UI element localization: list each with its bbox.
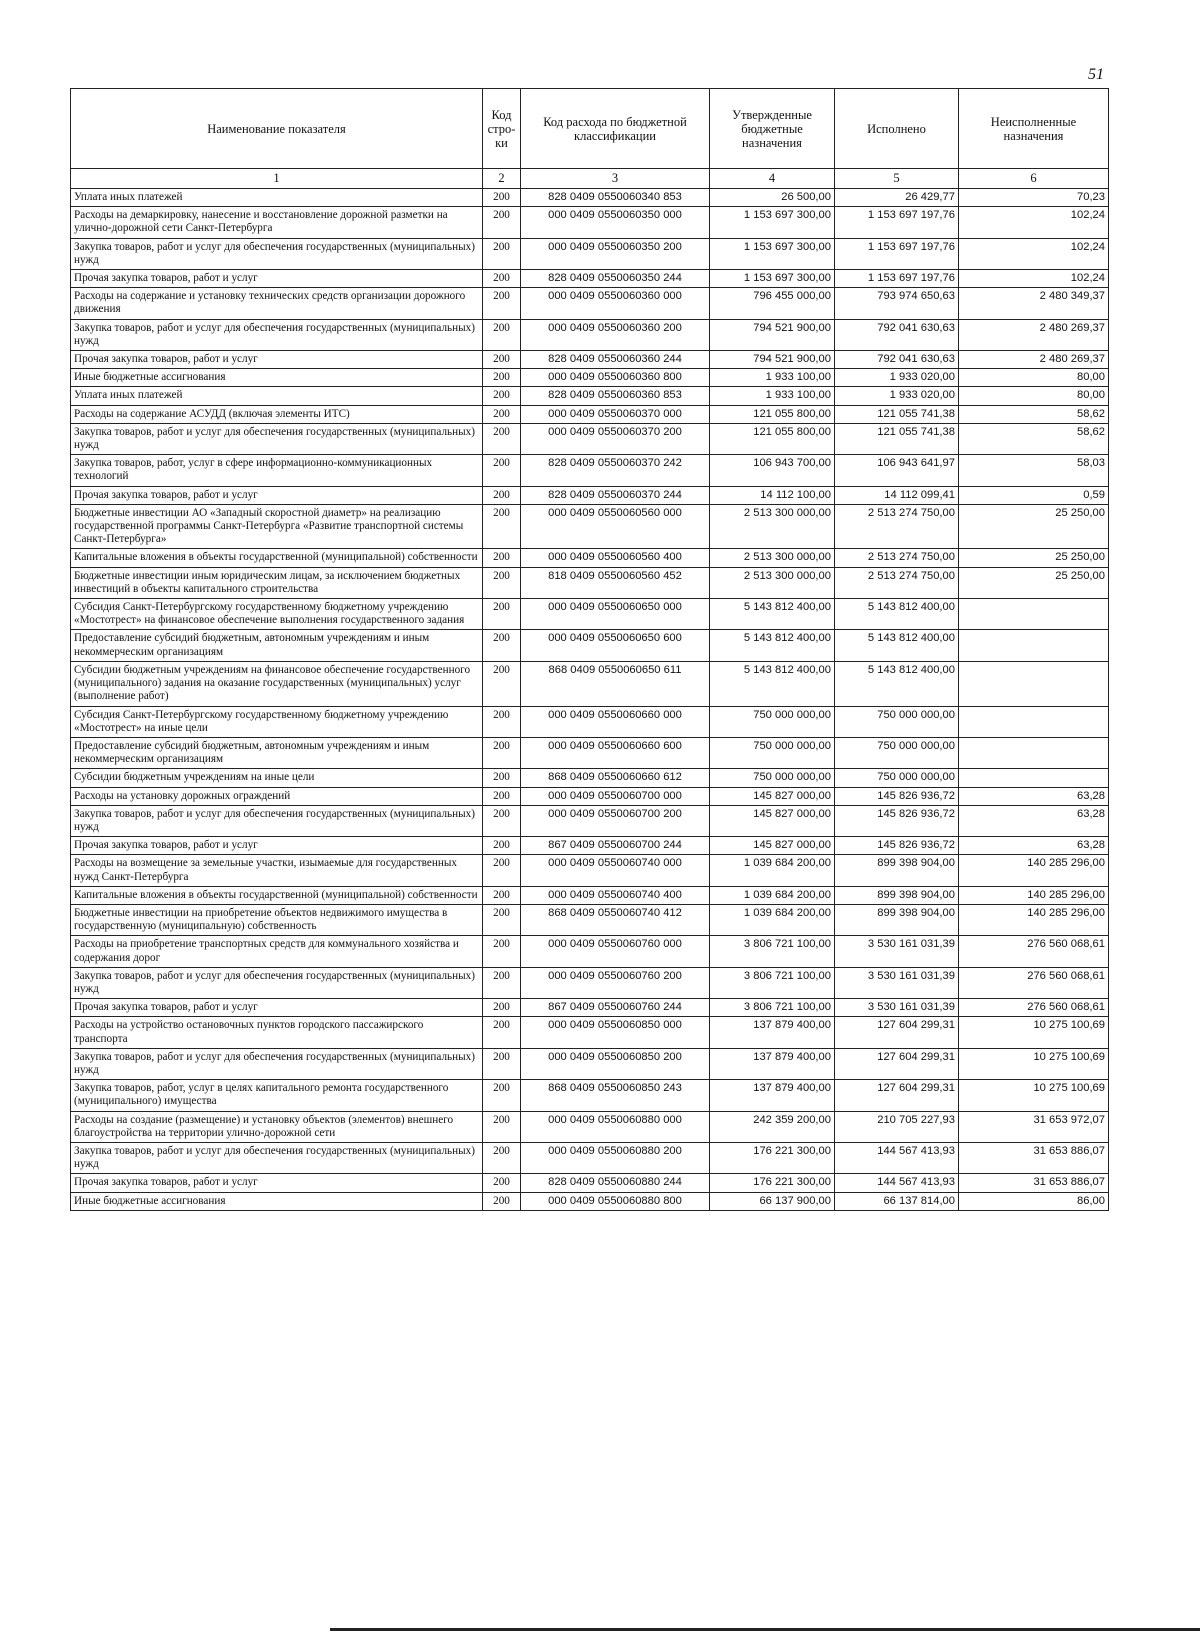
row-executed-cell: 899 398 904,00	[835, 855, 959, 886]
row-class-code-cell: 000 0409 0550060350 200	[521, 238, 710, 269]
table-row	[71, 1192, 1109, 1210]
row-approved-cell: 145 827 000,00	[710, 787, 835, 805]
row-class-code-cell: 000 0409 0550060850 000	[521, 1017, 710, 1048]
table-row	[71, 936, 1109, 967]
row-name-cell: Капитальные вложения в объекты государственной (муниципальной) собственности	[71, 886, 483, 904]
row-unexecuted-cell: 63,28	[959, 837, 1109, 855]
row-unexecuted-cell: 276 560 068,61	[959, 967, 1109, 998]
table-row	[71, 967, 1109, 998]
row-unexecuted-cell: 2 480 349,37	[959, 288, 1109, 319]
table-row	[71, 855, 1109, 886]
row-executed-cell: 792 041 630,63	[835, 319, 959, 350]
row-code-cell: 200	[483, 1192, 521, 1210]
row-unexecuted-cell: 58,62	[959, 405, 1109, 423]
row-approved-cell: 2 513 300 000,00	[710, 567, 835, 598]
row-unexecuted-cell: 86,00	[959, 1192, 1109, 1210]
row-approved-cell: 137 879 400,00	[710, 1080, 835, 1111]
row-approved-cell: 106 943 700,00	[710, 455, 835, 486]
row-code-cell: 200	[483, 319, 521, 350]
row-name-cell: Закупка товаров, работ и услуг для обеспечения государственных (муниципальных) нужд	[71, 805, 483, 836]
row-code-cell: 200	[483, 1017, 521, 1048]
row-code-cell: 200	[483, 567, 521, 598]
row-class-code-cell: 000 0409 0550060360 200	[521, 319, 710, 350]
row-executed-cell: 2 513 274 750,00	[835, 504, 959, 549]
row-code-cell: 200	[483, 369, 521, 387]
row-unexecuted-cell: 10 275 100,69	[959, 1048, 1109, 1079]
row-executed-cell: 127 604 299,31	[835, 1080, 959, 1111]
column-number-row	[71, 169, 1109, 189]
row-name-cell: Иные бюджетные ассигнования	[71, 369, 483, 387]
row-executed-cell: 127 604 299,31	[835, 1048, 959, 1079]
table-row	[71, 706, 1109, 737]
row-class-code-cell: 000 0409 0550060360 000	[521, 288, 710, 319]
row-approved-cell: 137 879 400,00	[710, 1017, 835, 1048]
header-class-code: Код расхода по бюджетной классификации	[521, 89, 710, 169]
bottom-rule	[330, 1628, 1200, 1631]
row-unexecuted-cell	[959, 661, 1109, 706]
header-unexecuted: Неисполненные назначения	[959, 89, 1109, 169]
row-code-cell: 200	[483, 904, 521, 935]
row-approved-cell: 2 513 300 000,00	[710, 504, 835, 549]
row-class-code-cell: 000 0409 0550060760 200	[521, 967, 710, 998]
row-approved-cell: 1 933 100,00	[710, 369, 835, 387]
row-executed-cell: 106 943 641,97	[835, 455, 959, 486]
table-row	[71, 1111, 1109, 1142]
row-executed-cell: 1 153 697 197,76	[835, 238, 959, 269]
row-approved-cell: 121 055 800,00	[710, 405, 835, 423]
row-class-code-cell: 828 0409 0550060370 242	[521, 455, 710, 486]
row-approved-cell: 794 521 900,00	[710, 319, 835, 350]
row-executed-cell: 5 143 812 400,00	[835, 599, 959, 630]
row-unexecuted-cell: 63,28	[959, 805, 1109, 836]
row-class-code-cell: 828 0409 0550060360 244	[521, 351, 710, 369]
row-executed-cell: 3 530 161 031,39	[835, 999, 959, 1017]
row-name-cell: Бюджетные инвестиции на приобретение объектов недвижимого имущества в государственную (муниципальную) собственность	[71, 904, 483, 935]
row-code-cell: 200	[483, 737, 521, 768]
row-unexecuted-cell	[959, 630, 1109, 661]
row-unexecuted-cell: 276 560 068,61	[959, 936, 1109, 967]
row-executed-cell: 899 398 904,00	[835, 904, 959, 935]
row-unexecuted-cell: 80,00	[959, 387, 1109, 405]
header-row	[71, 89, 1109, 169]
table-row	[71, 886, 1109, 904]
row-class-code-cell: 828 0409 0550060340 853	[521, 189, 710, 207]
row-class-code-cell: 000 0409 0550060880 200	[521, 1142, 710, 1173]
row-unexecuted-cell: 2 480 269,37	[959, 319, 1109, 350]
row-executed-cell: 144 567 413,93	[835, 1174, 959, 1192]
row-approved-cell: 14 112 100,00	[710, 486, 835, 504]
row-executed-cell: 14 112 099,41	[835, 486, 959, 504]
row-name-cell: Прочая закупка товаров, работ и услуг	[71, 837, 483, 855]
row-name-cell: Расходы на создание (размещение) и установку объектов (элементов) внешнего благоустройства на территории улично-дорожной сети	[71, 1111, 483, 1142]
row-class-code-cell: 868 0409 0550060740 412	[521, 904, 710, 935]
table-row	[71, 904, 1109, 935]
table-body	[71, 189, 1109, 1211]
row-name-cell: Иные бюджетные ассигнования	[71, 1192, 483, 1210]
row-approved-cell: 794 521 900,00	[710, 351, 835, 369]
row-class-code-cell: 000 0409 0550060370 000	[521, 405, 710, 423]
row-approved-cell: 3 806 721 100,00	[710, 999, 835, 1017]
row-code-cell: 200	[483, 706, 521, 737]
row-class-code-cell: 000 0409 0550060560 000	[521, 504, 710, 549]
row-executed-cell: 1 933 020,00	[835, 369, 959, 387]
row-name-cell: Бюджетные инвестиции АО «Западный скоростной диаметр» на реализацию государственной программы Санкт-Петербурга «Развитие транспортной системы Санкт-Петербурга»	[71, 504, 483, 549]
table-row	[71, 837, 1109, 855]
row-executed-cell: 145 826 936,72	[835, 787, 959, 805]
row-unexecuted-cell: 140 285 296,00	[959, 886, 1109, 904]
row-unexecuted-cell: 10 275 100,69	[959, 1017, 1109, 1048]
row-unexecuted-cell	[959, 769, 1109, 787]
row-name-cell: Закупка товаров, работ и услуг для обеспечения государственных (муниципальных) нужд	[71, 1048, 483, 1079]
row-unexecuted-cell: 25 250,00	[959, 504, 1109, 549]
row-name-cell: Закупка товаров, работ и услуг для обеспечения государственных (муниципальных) нужд	[71, 238, 483, 269]
row-approved-cell: 1 153 697 300,00	[710, 270, 835, 288]
row-code-cell: 200	[483, 1080, 521, 1111]
row-approved-cell: 750 000 000,00	[710, 737, 835, 768]
column-number: 3	[521, 169, 710, 189]
row-class-code-cell: 828 0409 0550060360 853	[521, 387, 710, 405]
row-executed-cell: 26 429,77	[835, 189, 959, 207]
row-class-code-cell: 000 0409 0550060650 600	[521, 630, 710, 661]
row-code-cell: 200	[483, 1142, 521, 1173]
row-executed-cell: 750 000 000,00	[835, 706, 959, 737]
row-name-cell: Субсидии бюджетным учреждениям на финансовое обеспечение государственного (муниципального) задания на оказание государственных (муниципальных) услуг (выполнение работ)	[71, 661, 483, 706]
row-executed-cell: 210 705 227,93	[835, 1111, 959, 1142]
row-code-cell: 200	[483, 486, 521, 504]
row-approved-cell: 137 879 400,00	[710, 1048, 835, 1079]
row-name-cell: Предоставление субсидий бюджетным, автономным учреждениям и иным некоммерческим организациям	[71, 737, 483, 768]
row-code-cell: 200	[483, 886, 521, 904]
row-executed-cell: 793 974 650,63	[835, 288, 959, 319]
row-name-cell: Расходы на установку дорожных ограждений	[71, 787, 483, 805]
row-class-code-cell: 000 0409 0550060700 000	[521, 787, 710, 805]
table-row	[71, 387, 1109, 405]
row-code-cell: 200	[483, 936, 521, 967]
row-approved-cell: 5 143 812 400,00	[710, 630, 835, 661]
row-code-cell: 200	[483, 805, 521, 836]
row-name-cell: Прочая закупка товаров, работ и услуг	[71, 270, 483, 288]
row-unexecuted-cell: 80,00	[959, 369, 1109, 387]
row-name-cell: Расходы на возмещение за земельные участки, изымаемые для государственных нужд Санкт-Петербурга	[71, 855, 483, 886]
row-unexecuted-cell	[959, 706, 1109, 737]
row-class-code-cell: 000 0409 0550060740 000	[521, 855, 710, 886]
table-row	[71, 270, 1109, 288]
row-name-cell: Прочая закупка товаров, работ и услуг	[71, 351, 483, 369]
row-unexecuted-cell	[959, 737, 1109, 768]
row-class-code-cell: 000 0409 0550060740 400	[521, 886, 710, 904]
budget-execution-table	[70, 88, 1109, 1211]
row-code-cell: 200	[483, 837, 521, 855]
table-row	[71, 999, 1109, 1017]
column-number: 5	[835, 169, 959, 189]
table-row	[71, 238, 1109, 269]
row-unexecuted-cell: 2 480 269,37	[959, 351, 1109, 369]
row-code-cell: 200	[483, 630, 521, 661]
header-executed: Исполнено	[835, 89, 959, 169]
row-name-cell: Закупка товаров, работ и услуг для обеспечения государственных (муниципальных) нужд	[71, 967, 483, 998]
page-number: 51	[1088, 66, 1104, 83]
row-unexecuted-cell: 140 285 296,00	[959, 904, 1109, 935]
row-approved-cell: 145 827 000,00	[710, 837, 835, 855]
row-name-cell: Закупка товаров, работ, услуг в целях капитального ремонта государственного (муниципального) имущества	[71, 1080, 483, 1111]
row-code-cell: 200	[483, 405, 521, 423]
row-code-cell: 200	[483, 1111, 521, 1142]
row-approved-cell: 242 359 200,00	[710, 1111, 835, 1142]
row-approved-cell: 26 500,00	[710, 189, 835, 207]
row-class-code-cell: 868 0409 0550060850 243	[521, 1080, 710, 1111]
row-code-cell: 200	[483, 967, 521, 998]
row-executed-cell: 750 000 000,00	[835, 769, 959, 787]
row-code-cell: 200	[483, 999, 521, 1017]
row-name-cell: Уплата иных платежей	[71, 387, 483, 405]
row-executed-cell: 121 055 741,38	[835, 405, 959, 423]
row-class-code-cell: 000 0409 0550060360 800	[521, 369, 710, 387]
row-name-cell: Расходы на устройство остановочных пунктов городского пассажирского транспорта	[71, 1017, 483, 1048]
row-executed-cell: 127 604 299,31	[835, 1017, 959, 1048]
row-code-cell: 200	[483, 189, 521, 207]
row-unexecuted-cell: 276 560 068,61	[959, 999, 1109, 1017]
row-code-cell: 200	[483, 661, 521, 706]
row-class-code-cell: 000 0409 0550060650 000	[521, 599, 710, 630]
row-approved-cell: 3 806 721 100,00	[710, 967, 835, 998]
row-class-code-cell: 000 0409 0550060880 000	[521, 1111, 710, 1142]
row-approved-cell: 750 000 000,00	[710, 769, 835, 787]
row-approved-cell: 121 055 800,00	[710, 423, 835, 454]
row-class-code-cell: 868 0409 0550060650 611	[521, 661, 710, 706]
row-class-code-cell: 000 0409 0550060560 400	[521, 549, 710, 567]
row-approved-cell: 1 039 684 200,00	[710, 904, 835, 935]
row-code-cell: 200	[483, 238, 521, 269]
column-number: 1	[71, 169, 483, 189]
row-class-code-cell: 000 0409 0550060700 200	[521, 805, 710, 836]
row-executed-cell: 792 041 630,63	[835, 351, 959, 369]
row-name-cell: Расходы на содержание и установку технических средств организации дорожного движения	[71, 288, 483, 319]
row-executed-cell: 1 153 697 197,76	[835, 270, 959, 288]
table-row	[71, 737, 1109, 768]
row-class-code-cell: 000 0409 0550060660 000	[521, 706, 710, 737]
row-code-cell: 200	[483, 288, 521, 319]
row-unexecuted-cell	[959, 599, 1109, 630]
row-name-cell: Капитальные вложения в объекты государственной (муниципальной) собственности	[71, 549, 483, 567]
row-class-code-cell: 868 0409 0550060660 612	[521, 769, 710, 787]
row-name-cell: Прочая закупка товаров, работ и услуг	[71, 1174, 483, 1192]
row-approved-cell: 176 221 300,00	[710, 1174, 835, 1192]
table-row	[71, 1048, 1109, 1079]
row-unexecuted-cell: 58,62	[959, 423, 1109, 454]
row-class-code-cell: 867 0409 0550060760 244	[521, 999, 710, 1017]
row-code-cell: 200	[483, 455, 521, 486]
row-unexecuted-cell: 31 653 886,07	[959, 1142, 1109, 1173]
table-row	[71, 769, 1109, 787]
table-row	[71, 630, 1109, 661]
row-name-cell: Прочая закупка товаров, работ и услуг	[71, 486, 483, 504]
row-code-cell: 200	[483, 1174, 521, 1192]
table-row	[71, 486, 1109, 504]
table-row	[71, 504, 1109, 549]
row-name-cell: Расходы на содержание АСУДД (включая элементы ИТС)	[71, 405, 483, 423]
row-code-cell: 200	[483, 207, 521, 238]
row-name-cell: Закупка товаров, работ и услуг для обеспечения государственных (муниципальных) нужд	[71, 1142, 483, 1173]
row-unexecuted-cell: 102,24	[959, 207, 1109, 238]
row-code-cell: 200	[483, 387, 521, 405]
row-name-cell: Закупка товаров, работ и услуг для обеспечения государственных (муниципальных) нужд	[71, 423, 483, 454]
header-row-code: Код стро- ки	[483, 89, 521, 169]
row-executed-cell: 144 567 413,93	[835, 1142, 959, 1173]
row-unexecuted-cell: 63,28	[959, 787, 1109, 805]
row-class-code-cell: 000 0409 0550060880 800	[521, 1192, 710, 1210]
row-executed-cell: 145 826 936,72	[835, 837, 959, 855]
row-name-cell: Расходы на демаркировку, нанесение и восстановление дорожной разметки на улично-дорожной сети Санкт-Петербурга	[71, 207, 483, 238]
table-row	[71, 319, 1109, 350]
row-unexecuted-cell: 58,03	[959, 455, 1109, 486]
table-row	[71, 1174, 1109, 1192]
table-row	[71, 787, 1109, 805]
row-executed-cell: 1 933 020,00	[835, 387, 959, 405]
row-code-cell: 200	[483, 423, 521, 454]
row-name-cell: Субсидии бюджетным учреждениям на иные цели	[71, 769, 483, 787]
row-code-cell: 200	[483, 787, 521, 805]
row-name-cell: Расходы на приобретение транспортных средств для коммунального хозяйства и содержания дорог	[71, 936, 483, 967]
table-row	[71, 549, 1109, 567]
row-code-cell: 200	[483, 855, 521, 886]
row-executed-cell: 899 398 904,00	[835, 886, 959, 904]
row-class-code-cell: 818 0409 0550060560 452	[521, 567, 710, 598]
row-approved-cell: 2 513 300 000,00	[710, 549, 835, 567]
row-unexecuted-cell: 10 275 100,69	[959, 1080, 1109, 1111]
row-executed-cell: 2 513 274 750,00	[835, 549, 959, 567]
row-unexecuted-cell: 25 250,00	[959, 567, 1109, 598]
table-row	[71, 805, 1109, 836]
column-number: 2	[483, 169, 521, 189]
row-approved-cell: 750 000 000,00	[710, 706, 835, 737]
table-row	[71, 351, 1109, 369]
row-name-cell: Субсидия Санкт-Петербургскому государственному бюджетному учреждению «Мостотрест» на иные цели	[71, 706, 483, 737]
column-number: 6	[959, 169, 1109, 189]
row-class-code-cell: 000 0409 0550060370 200	[521, 423, 710, 454]
row-unexecuted-cell: 102,24	[959, 238, 1109, 269]
row-executed-cell: 145 826 936,72	[835, 805, 959, 836]
row-name-cell: Закупка товаров, работ и услуг для обеспечения государственных (муниципальных) нужд	[71, 319, 483, 350]
row-name-cell: Уплата иных платежей	[71, 189, 483, 207]
row-class-code-cell: 000 0409 0550060850 200	[521, 1048, 710, 1079]
row-executed-cell: 121 055 741,38	[835, 423, 959, 454]
row-code-cell: 200	[483, 769, 521, 787]
row-executed-cell: 1 153 697 197,76	[835, 207, 959, 238]
row-name-cell: Бюджетные инвестиции иным юридическим лицам, за исключением бюджетных инвестиций в объекты капитального строительства	[71, 567, 483, 598]
row-code-cell: 200	[483, 351, 521, 369]
row-approved-cell: 1 039 684 200,00	[710, 886, 835, 904]
row-class-code-cell: 000 0409 0550060350 000	[521, 207, 710, 238]
row-class-code-cell: 828 0409 0550060880 244	[521, 1174, 710, 1192]
row-code-cell: 200	[483, 599, 521, 630]
row-code-cell: 200	[483, 1048, 521, 1079]
row-approved-cell: 66 137 900,00	[710, 1192, 835, 1210]
row-name-cell: Предоставление субсидий бюджетным, автономным учреждениям и иным некоммерческим организациям	[71, 630, 483, 661]
row-approved-cell: 3 806 721 100,00	[710, 936, 835, 967]
row-code-cell: 200	[483, 504, 521, 549]
row-unexecuted-cell: 25 250,00	[959, 549, 1109, 567]
table-row	[71, 189, 1109, 207]
row-approved-cell: 1 933 100,00	[710, 387, 835, 405]
row-class-code-cell: 867 0409 0550060700 244	[521, 837, 710, 855]
table-row	[71, 288, 1109, 319]
row-executed-cell: 5 143 812 400,00	[835, 630, 959, 661]
row-executed-cell: 66 137 814,00	[835, 1192, 959, 1210]
column-number: 4	[710, 169, 835, 189]
table-row	[71, 455, 1109, 486]
row-code-cell: 200	[483, 549, 521, 567]
table-row	[71, 207, 1109, 238]
row-approved-cell: 145 827 000,00	[710, 805, 835, 836]
row-executed-cell: 2 513 274 750,00	[835, 567, 959, 598]
table-row	[71, 599, 1109, 630]
row-class-code-cell: 828 0409 0550060370 244	[521, 486, 710, 504]
row-approved-cell: 1 153 697 300,00	[710, 207, 835, 238]
table-row	[71, 567, 1109, 598]
row-code-cell: 200	[483, 270, 521, 288]
row-unexecuted-cell: 31 653 972,07	[959, 1111, 1109, 1142]
row-approved-cell: 5 143 812 400,00	[710, 661, 835, 706]
row-unexecuted-cell: 0,59	[959, 486, 1109, 504]
row-approved-cell: 796 455 000,00	[710, 288, 835, 319]
table-row	[71, 1080, 1109, 1111]
row-name-cell: Субсидия Санкт-Петербургскому государственному бюджетному учреждению «Мостотрест» на финансовое обеспечение выполнения государственного задания	[71, 599, 483, 630]
row-executed-cell: 5 143 812 400,00	[835, 661, 959, 706]
header-name: Наименование показателя	[71, 89, 483, 169]
row-unexecuted-cell: 70,23	[959, 189, 1109, 207]
row-unexecuted-cell: 140 285 296,00	[959, 855, 1109, 886]
row-executed-cell: 750 000 000,00	[835, 737, 959, 768]
row-approved-cell: 1 153 697 300,00	[710, 238, 835, 269]
row-class-code-cell: 000 0409 0550060660 600	[521, 737, 710, 768]
row-executed-cell: 3 530 161 031,39	[835, 936, 959, 967]
row-class-code-cell: 828 0409 0550060350 244	[521, 270, 710, 288]
row-name-cell: Закупка товаров, работ, услуг в сфере информационно-коммуникационных технологий	[71, 455, 483, 486]
row-unexecuted-cell: 102,24	[959, 270, 1109, 288]
table-row	[71, 661, 1109, 706]
table-row	[71, 405, 1109, 423]
row-unexecuted-cell: 31 653 886,07	[959, 1174, 1109, 1192]
row-executed-cell: 3 530 161 031,39	[835, 967, 959, 998]
table-row	[71, 423, 1109, 454]
row-class-code-cell: 000 0409 0550060760 000	[521, 936, 710, 967]
table-row	[71, 1142, 1109, 1173]
header-approved: Утвержденные бюджетные назначения	[710, 89, 835, 169]
table-row	[71, 369, 1109, 387]
row-approved-cell: 5 143 812 400,00	[710, 599, 835, 630]
table-row	[71, 1017, 1109, 1048]
row-approved-cell: 176 221 300,00	[710, 1142, 835, 1173]
row-name-cell: Прочая закупка товаров, работ и услуг	[71, 999, 483, 1017]
row-approved-cell: 1 039 684 200,00	[710, 855, 835, 886]
